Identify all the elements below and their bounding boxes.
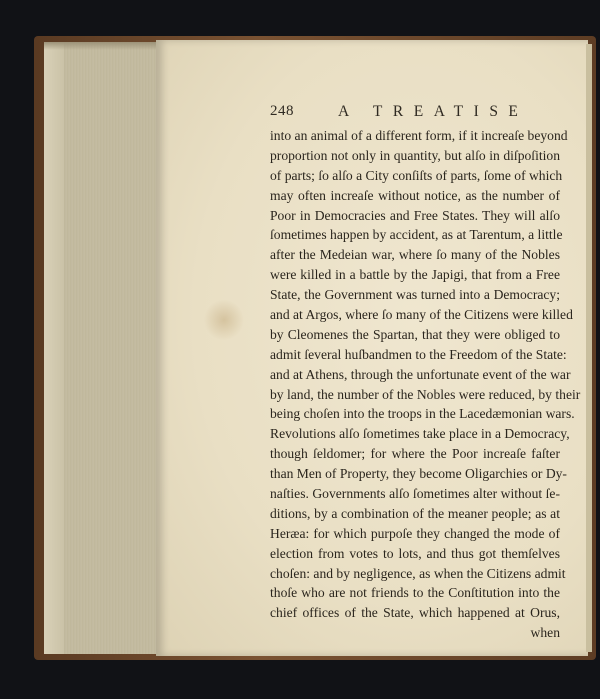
text-line: State, the Government was turned into a Democracy; <box>270 287 560 303</box>
text-line: Heræa: for which purpoſe they changed the mode of <box>270 525 560 541</box>
text-line: and at Athens, through the unfortunate event of the war <box>270 366 571 382</box>
text-line: election from votes to lots, and thus got themſelves <box>270 545 560 561</box>
page-edge-stack <box>44 42 158 654</box>
foxing-stain <box>203 300 245 340</box>
text-line: Poor in Democracies and Free States. They will alſo <box>270 207 560 223</box>
text-line: being choſen into the troops in the Lacedæmonian wars. <box>270 406 575 422</box>
text-line: were killed in a battle by the Japigi, that from a Free <box>270 267 560 283</box>
text-line: ſometimes happen by accident, as at Tarentum, a little <box>270 227 563 243</box>
catchword: when <box>530 625 560 641</box>
text-line: and at Argos, where ſo many of the Citizens were killed <box>270 307 573 323</box>
text-line: thoſe who are not friends to the Conſtitution into the <box>270 585 560 601</box>
text-line: may often increaſe without notice, as the number of <box>270 187 560 203</box>
text-line: chief offices of the State, which happened at Orus, <box>270 605 560 621</box>
page-right-edge <box>586 44 592 652</box>
page-heading: A TREATISE <box>338 103 529 120</box>
text-line: than Men of Property, they become Oligarchies or Dy- <box>270 466 567 482</box>
text-line: naſties. Governments alſo ſometimes alter without ſe- <box>270 486 560 502</box>
text-line: after the Medeian war, where ſo many of the Nobles <box>270 247 560 263</box>
text-line: ditions, by a combination of the meaner people; as at <box>270 505 560 521</box>
text-line: admit ſeveral huſbandmen to the Freedom of the State: <box>270 346 567 362</box>
text-line: though ſeldomer; for where the Poor increaſe faſter <box>270 446 560 462</box>
text-line: choſen: and by negligence, as when the Citizens admit <box>270 565 566 581</box>
text-line: of parts; ſo alſo a City conſiſts of parts, ſome of which <box>270 167 563 183</box>
running-head <box>270 103 560 125</box>
text-line: by land, the number of the Nobles were reduced, by their <box>270 386 581 402</box>
text-line: by Cleomenes the Spartan, that they were obliged to <box>270 326 560 342</box>
text-line: proportion not only in quantity, but alſo in diſpoſition <box>270 147 560 163</box>
text-line: into an animal of a different form, if it increaſe beyond <box>270 128 568 143</box>
body-text <box>270 126 581 643</box>
text-line: Revolutions alſo ſometimes take place in a Democracy, <box>270 426 570 442</box>
page-number: 248 <box>270 103 294 119</box>
